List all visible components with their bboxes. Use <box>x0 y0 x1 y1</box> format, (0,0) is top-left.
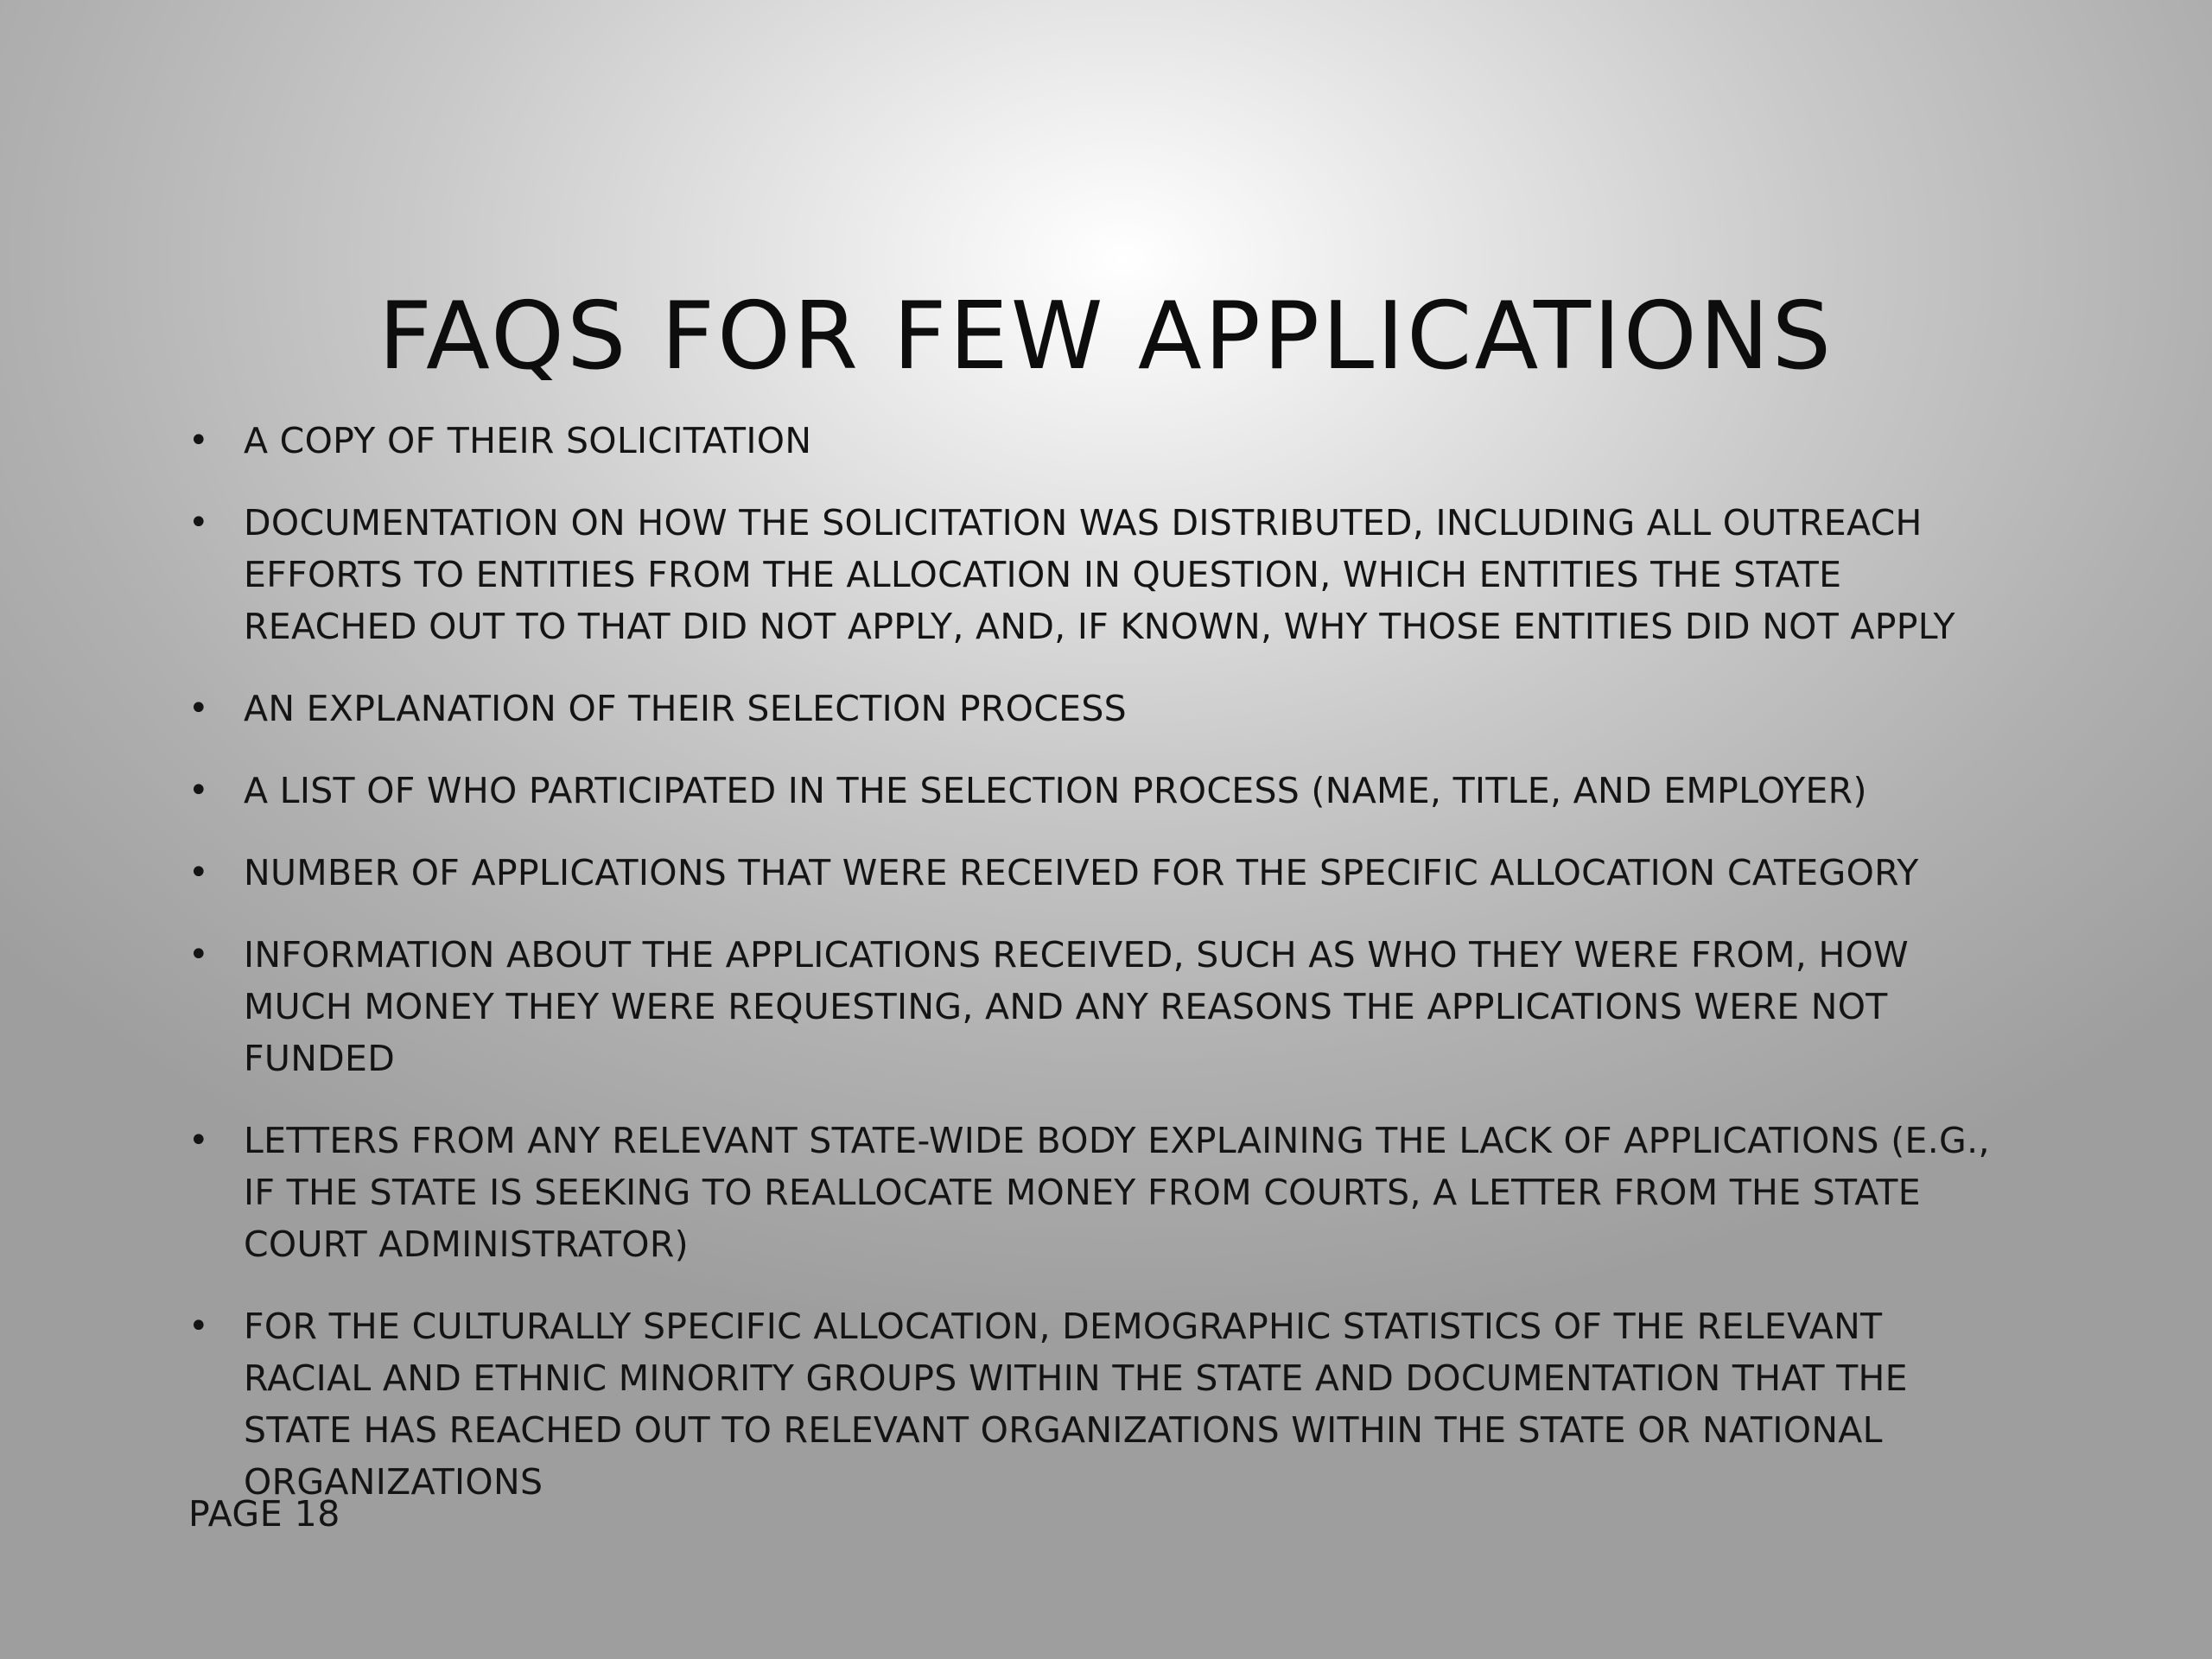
bullet-dot-icon: • <box>188 853 209 893</box>
bullet-dot-icon: • <box>188 421 209 461</box>
bullet-item <box>188 929 2012 1084</box>
bullet-dot-icon: • <box>188 1121 209 1160</box>
bullet-item <box>188 497 2012 652</box>
bullet-text: DOCUMENTATION ON HOW THE SOLICITATION WAS DISTRIBUTED, INCLUDING ALL OUTREACH EFFORTS TO ENTITIES FROM THE ALLOCATION IN QUESTION, WHICH ENTITIES THE STATE REACHED OUT TO THAT DID NOT APPLY, AND, IF KNOWN, WHY THOSE ENTITIES DID NOT APPLY <box>244 502 1955 647</box>
bullet-item <box>188 683 2012 734</box>
bullet-text: INFORMATION ABOUT THE APPLICATIONS RECEIVED, SUCH AS WHO THEY WERE FROM, HOW MUCH MONEY THEY WERE REQUESTING, AND ANY REASONS THE APPLICATIONS WERE NOT FUNDED <box>244 934 1909 1079</box>
bullet-text: A LIST OF WHO PARTICIPATED IN THE SELECTION PROCESS (NAME, TITLE, AND EMPLOYER) <box>244 770 1867 811</box>
bullet-item <box>188 1300 2012 1508</box>
bullet-text: NUMBER OF APPLICATIONS THAT WERE RECEIVED FOR THE SPECIFIC ALLOCATION CATEGORY <box>244 852 1919 893</box>
bullet-text: AN EXPLANATION OF THEIR SELECTION PROCESS <box>244 688 1128 729</box>
bullet-dot-icon: • <box>188 503 209 543</box>
bullet-dot-icon: • <box>188 1306 209 1346</box>
bullet-dot-icon: • <box>188 935 209 975</box>
bullet-dot-icon: • <box>188 771 209 810</box>
bullet-text: LETTERS FROM ANY RELEVANT STATE-WIDE BODY EXPLAINING THE LACK OF APPLICATIONS (E.G., IF THE STATE IS SEEKING TO REALLOCATE MONEY FROM COURTS, A LETTER FROM THE STATE COURT ADMINISTRATOR) <box>244 1120 1990 1265</box>
slide-title: FAQS FOR FEW APPLICATIONS <box>378 283 1834 391</box>
bullet-text: FOR THE CULTURALLY SPECIFIC ALLOCATION, DEMOGRAPHIC STATISTICS OF THE RELEVANT RACIAL AND ETHNIC MINORITY GROUPS WITHIN THE STATE AND DOCUMENTATION THAT THE STATE HAS REACHED OUT TO RELEVANT ORGANIZATIONS WITHIN THE STATE OR NATIONAL ORGANIZATIONS <box>244 1306 1908 1503</box>
bullet-item <box>188 847 2012 899</box>
bullet-dot-icon: • <box>188 689 209 728</box>
page-number: PAGE 18 <box>188 1493 340 1535</box>
bullet-item <box>188 415 2012 467</box>
bullet-text: A COPY OF THEIR SOLICITATION <box>244 420 812 461</box>
bullet-item <box>188 765 2012 817</box>
bullet-list <box>188 415 2012 1538</box>
bullet-item <box>188 1115 2012 1270</box>
